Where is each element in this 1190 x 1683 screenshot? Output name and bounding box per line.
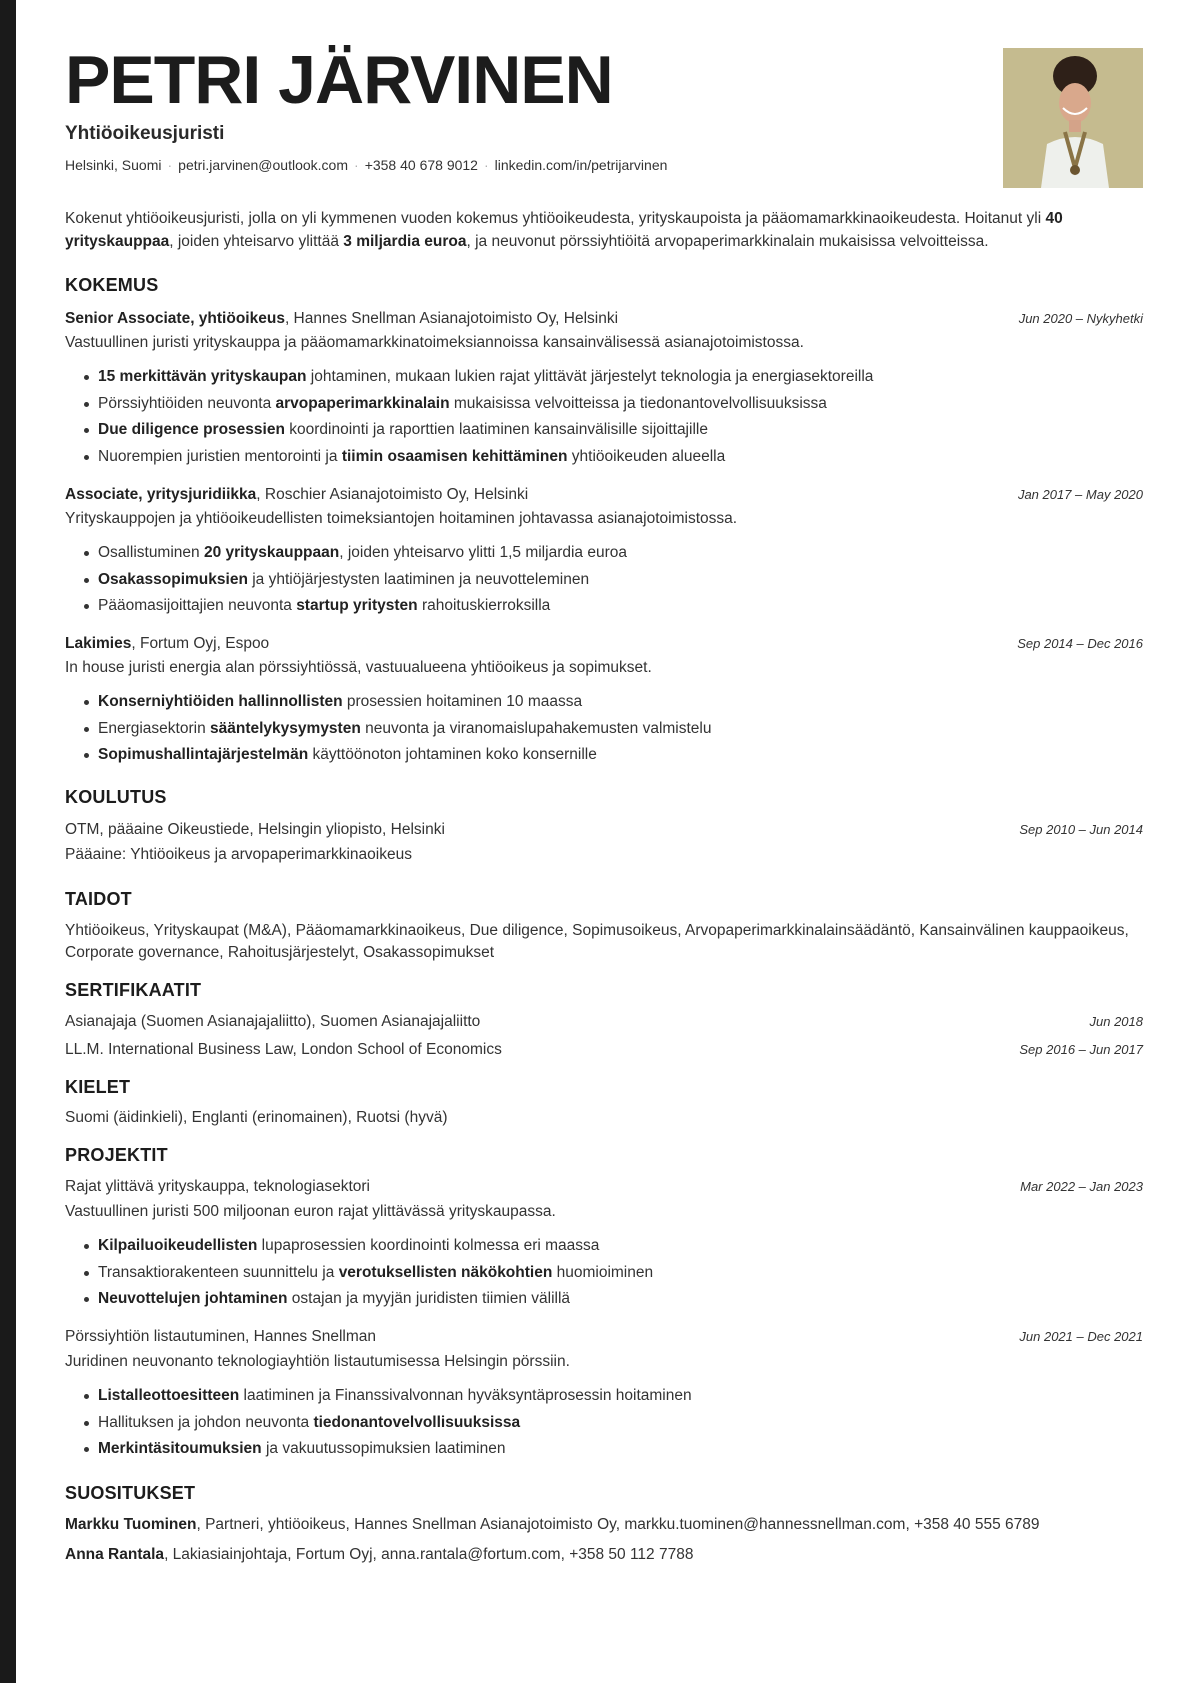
education-date: Sep 2010 – Jun 2014: [1019, 822, 1143, 837]
project-bullets: [65, 1233, 653, 1313]
job-header: [65, 486, 1143, 504]
list-item: Kilpailuoikeudellisten lupaprosessien koordinointi kolmessa eri maassa: [65, 1233, 653, 1260]
separator-dot: ·: [167, 157, 173, 173]
section-heading-experience: KOKEMUS: [65, 275, 159, 295]
job-org: , Fortum Oyj, Espoo: [131, 635, 270, 652]
job-role: Associate, yritysjuridiikka: [65, 486, 257, 503]
reference-entry: [65, 1546, 693, 1564]
reference-details: , Partneri, yhtiöoikeus, Hannes Snellman Asianajotoimisto Oy, markku.tuominen@hannessnellman.com, +358 40 555 6789: [196, 1516, 1040, 1533]
section-heading-references: SUOSITUKSET: [65, 1483, 196, 1503]
languages-list: Suomi (äidinkieli), Englanti (erinomainen), Ruotsi (hyvä): [65, 1109, 448, 1126]
certificate-entry: [65, 1041, 1143, 1059]
project-header: [65, 1178, 1143, 1196]
section-heading-certificates: SERTIFIKAATIT: [65, 980, 202, 1000]
list-item: Hallituksen ja johdon neuvonta tiedonantovelvollisuuksissa: [65, 1410, 692, 1437]
person-portrait-icon: [1003, 48, 1143, 188]
summary-text: Kokenut yhtiöoikeusjuristi, jolla on yli kymmenen vuoden kokemus yhtiöoikeudesta, yrityskaupoista ja pääomamarkkinaoikeudesta. Hoitanut yli: [65, 210, 1046, 227]
project-date: Jun 2021 – Dec 2021: [1019, 1329, 1143, 1344]
job-header: [65, 310, 1143, 328]
list-item: Energiasektorin sääntelykysymysten neuvonta ja viranomaislupahakemusten valmistelu: [65, 716, 711, 743]
contact-phone[interactable]: +358 40 678 9012: [364, 157, 478, 173]
project-name: Rajat ylittävä yrityskauppa, teknologiasektori: [65, 1178, 370, 1195]
education-entry: [65, 821, 1143, 839]
section-heading-skills: TAIDOT: [65, 889, 132, 909]
resume-page: [65, 0, 1143, 1563]
list-item: Transaktiorakenteen suunnittelu ja verotuksellisten näkökohtien huomioiminen: [65, 1260, 653, 1287]
job-org: , Hannes Snellman Asianajotoimisto Oy, Helsinki: [284, 310, 619, 327]
separator-dot: ·: [483, 157, 489, 173]
list-item: Due diligence prosessien koordinointi ja raporttien laatiminen kansainvälisille sijoittajille: [65, 417, 873, 444]
list-item: Neuvottelujen johtaminen ostajan ja myyjän juridisten tiimien välillä: [65, 1286, 653, 1313]
job-bullets: [65, 540, 627, 620]
project-bullets: [65, 1383, 692, 1463]
candidate-name: PETRI JÄRVINEN: [65, 42, 613, 118]
job-org: , Roschier Asianajotoimisto Oy, Helsinki: [256, 486, 529, 503]
contact-location: Helsinki, Suomi: [65, 157, 162, 173]
reference-entry: [65, 1516, 1040, 1534]
project-date: Mar 2022 – Jan 2023: [1020, 1179, 1143, 1194]
list-item: Pörssiyhtiöiden neuvonta arvopaperimarkkinalain mukaisissa velvoitteissa ja tiedonantovelvollisuuksissa: [65, 391, 873, 418]
list-item: 15 merkittävän yrityskaupan johtaminen, mukaan lukien rajat ylittävät järjestelyt teknologia ja energiasektoreilla: [65, 364, 873, 391]
job-role: Lakimies: [65, 635, 132, 652]
project-description: Juridinen neuvonanto teknologiayhtiön listautumisessa Helsingin pörssiin.: [65, 1353, 570, 1370]
project-description: Vastuullinen juristi 500 miljoonan euron rajat ylittävässä yrityskaupassa.: [65, 1203, 556, 1220]
certificate-name: LL.M. International Business Law, London School of Economics: [65, 1041, 502, 1058]
job-date: Jan 2017 – May 2020: [1017, 487, 1143, 502]
contact-line: [65, 157, 667, 173]
reference-details: , Lakiasiainjohtaja, Fortum Oyj, anna.rantala@fortum.com, +358 50 112 7788: [164, 1546, 694, 1563]
project-header: [65, 1328, 1143, 1346]
list-item: Merkintäsitoumuksien ja vakuutussopimuksien laatiminen: [65, 1436, 692, 1463]
section-heading-education: KOULUTUS: [65, 787, 167, 807]
job-date: Jun 2020 – Nykyhetki: [1018, 311, 1143, 326]
list-item: Pääomasijoittajien neuvonta startup yritysten rahoituskierroksilla: [65, 593, 627, 620]
list-item: Osakassopimuksien ja yhtiöjärjestysten laatiminen ja neuvotteleminen: [65, 567, 627, 594]
education-major: Pääaine: Yhtiöoikeus ja arvopaperimarkkinaoikeus: [65, 846, 412, 863]
certificate-name: Asianajaja (Suomen Asianajajaliitto), Suomen Asianajajaliitto: [65, 1013, 481, 1030]
list-item: Osallistuminen 20 yrityskauppaan, joiden yhteisarvo ylitti 1,5 miljardia euroa: [65, 540, 627, 567]
list-item: Konserniyhtiöiden hallinnollisten prosessien hoitaminen 10 maassa: [65, 689, 711, 716]
certificate-date: Jun 2018: [1089, 1014, 1143, 1029]
candidate-title: Yhtiöoikeusjuristi: [65, 123, 225, 144]
resume-header: [65, 0, 1143, 200]
reference-name: Markku Tuominen: [65, 1516, 197, 1533]
education-degree: OTM, pääaine Oikeustiede, Helsingin yliopisto, Helsinki: [65, 821, 445, 838]
job-description: In house juristi energia alan pörssiyhtiössä, vastuualueena yhtiöoikeus ja sopimukset.: [65, 659, 652, 676]
list-item: Listalleottoesitteen laatiminen ja Finanssivalvonnan hyväksyntäprosessin hoitaminen: [65, 1383, 692, 1410]
section-heading-languages: KIELET: [65, 1077, 131, 1097]
summary-paragraph: [65, 207, 1143, 253]
job-bullets: [65, 364, 873, 470]
job-header: [65, 635, 1143, 653]
summary-highlight: 3 miljardia euroa: [343, 233, 467, 250]
list-item: Sopimushallintajärjestelmän käyttöönoton johtaminen koko konsernille: [65, 742, 711, 769]
section-heading-projects: PROJEKTIT: [65, 1145, 168, 1165]
list-item: Nuorempien juristien mentorointi ja tiimin osaamisen kehittäminen yhtiöoikeuden alueella: [65, 444, 873, 471]
summary-text: , ja neuvonut pörssiyhtiöitä arvopaperimarkkinalain mukaisissa velvoitteissa.: [466, 233, 989, 250]
summary-text: , joiden yhteisarvo ylittää: [169, 233, 344, 250]
reference-name: Anna Rantala: [65, 1546, 165, 1563]
certificate-date: Sep 2016 – Jun 2017: [1019, 1042, 1143, 1057]
job-description: Yrityskauppojen ja yhtiöoikeudellisten toimeksiantojen hoitaminen johtavassa asianajotoimistossa.: [65, 510, 738, 527]
contact-linkedin[interactable]: linkedin.com/in/petrijarvinen: [494, 157, 668, 173]
job-bullets: [65, 689, 711, 769]
summary-highlight: 40 yrityskauppaa: [65, 210, 1063, 250]
left-dark-bar: [0, 0, 16, 1683]
job-description: Vastuullinen juristi yrityskauppa ja pääomamarkkinatoimeksiannoissa kansainvälisessä asianajotoimistossa.: [65, 334, 804, 351]
separator-dot: ·: [354, 157, 359, 173]
profile-photo: [1003, 48, 1143, 188]
contact-email[interactable]: petri.jarvinen@outlook.com: [178, 157, 349, 173]
job-role: Senior Associate, yhtiöoikeus: [65, 310, 285, 327]
certificate-entry: [65, 1013, 1143, 1031]
project-name: Pörssiyhtiön listautuminen, Hannes Snellman: [65, 1328, 377, 1345]
skills-list: Yhtiöoikeus, Yrityskaupat (M&A), Pääomamarkkinaoikeus, Due diligence, Sopimusoikeus, Arvopaperimarkkinalainsäädäntö, Kansainvälinen kauppaoikeus, Corporate governance, Rahoitusjärjestelyt, Osakassopimukset: [65, 922, 1129, 961]
job-date: Sep 2014 – Dec 2016: [1017, 636, 1143, 651]
